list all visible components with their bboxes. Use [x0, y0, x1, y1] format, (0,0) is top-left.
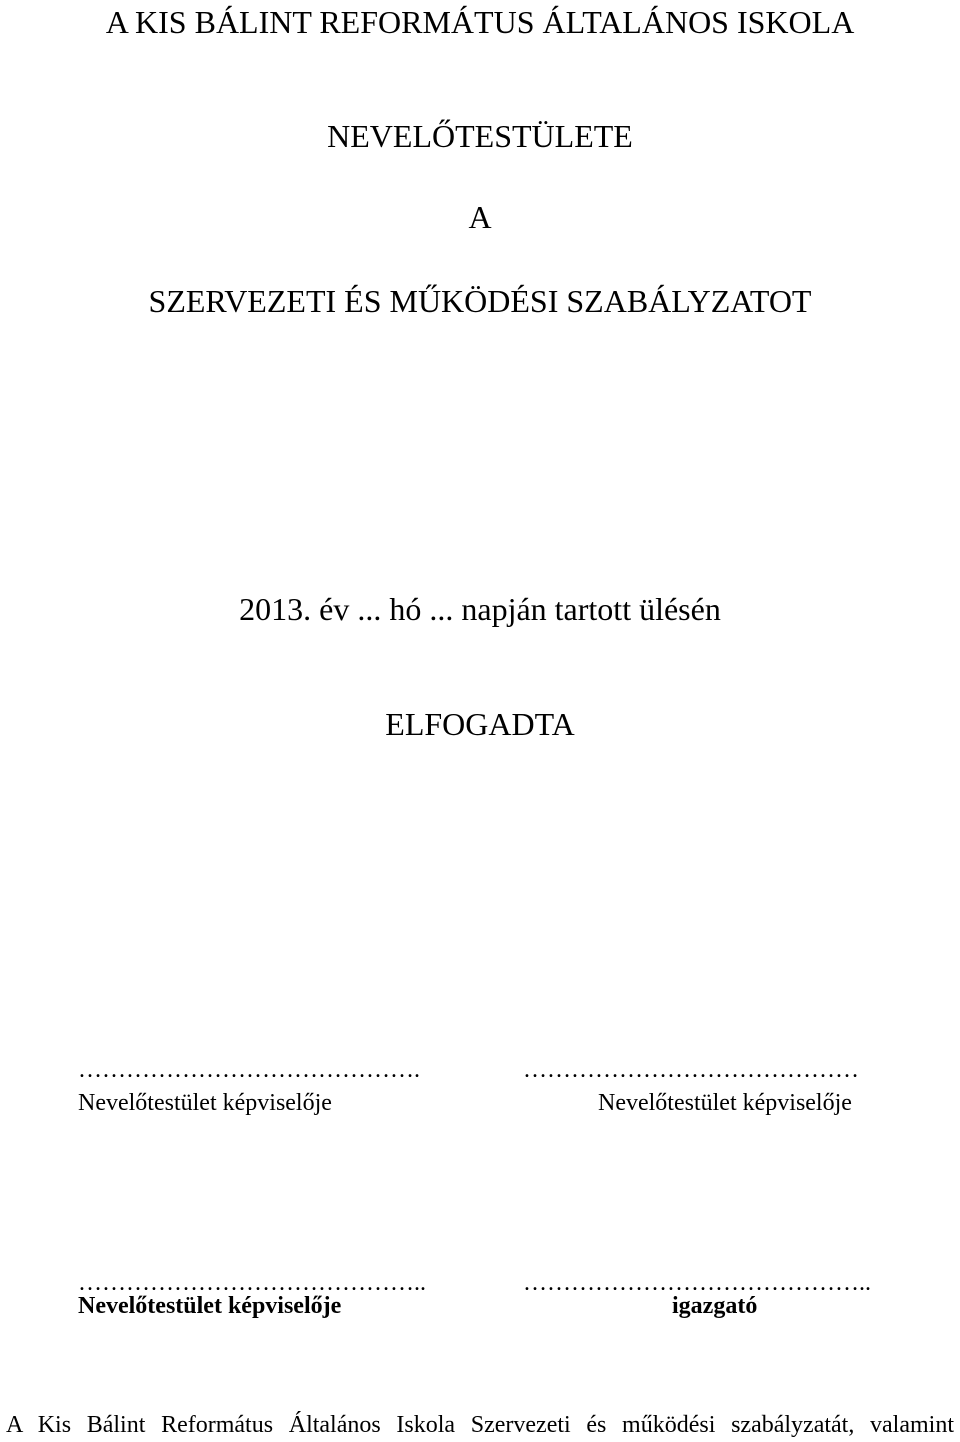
signature-line-2-left: …………………………………….. — [78, 1270, 426, 1296]
signature-label-2-left: Nevelőtestület képviselője — [78, 1293, 342, 1319]
signature-label-2-right: igazgató — [672, 1293, 758, 1319]
signature-line-2-right: …………………………………….. — [523, 1270, 871, 1296]
document-title-heading: SZERVEZETI ÉS MŰKÖDÉSI SZABÁLYZATOT — [148, 283, 812, 319]
footer-text: A Kis Bálint Református Általános Iskola Szervezeti és működési szabályzatát, valamint — [6, 1412, 954, 1438]
signature-label-1-right: Nevelőtestület képviselője — [598, 1090, 852, 1116]
signature-line-1-right: …………………………………… — [523, 1057, 859, 1083]
school-name-heading: A KIS BÁLINT REFORMÁTUS ÁLTALÁNOS ISKOLA — [105, 4, 855, 40]
approved-heading: ELFOGADTA — [385, 706, 575, 742]
signature-label-1-left: Nevelőtestület képviselője — [78, 1090, 332, 1116]
body-name-heading: NEVELŐTESTÜLETE — [327, 118, 633, 154]
meeting-date-line: 2013. év ... hó ... napján tartott ülésén — [239, 591, 721, 627]
article-heading: A — [468, 199, 492, 235]
signature-line-1-left: ……………………………………. — [78, 1057, 420, 1083]
